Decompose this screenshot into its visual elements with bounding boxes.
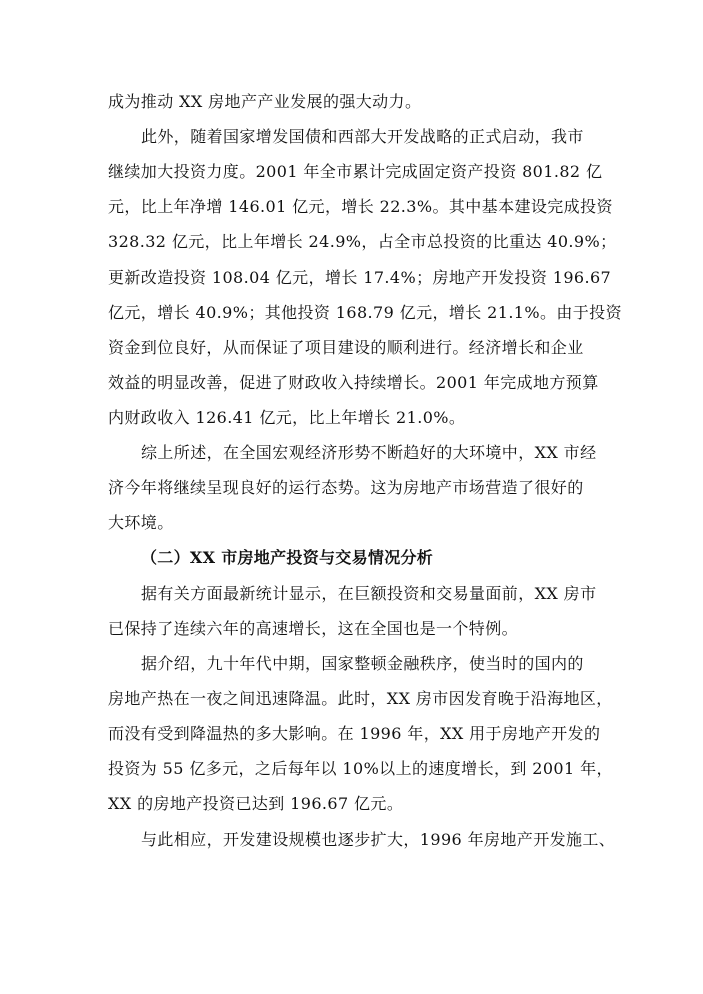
paragraph-4-line-1: 据有关方面最新统计显示，在巨额投资和交易量面前，XX 房市 <box>141 584 597 603</box>
section-heading: （二）XX 市房地产投资与交易情况分析 <box>141 548 434 567</box>
paragraph-4-line-2: 已保持了连续六年的高速增长，这在全国也是一个特例。 <box>108 619 519 638</box>
paragraph-2-line-3: 元，比上年净增 146.01 亿元，增长 22.3%。其中基本建设完成投资 <box>108 197 613 216</box>
paragraph-2-line-5: 更新改造投资 108.04 亿元，增长 17.4%；房地产开发投资 196.67 <box>108 268 612 287</box>
paragraph-3-line-2: 济今年将继续呈现良好的运行态势。这为房地产市场营造了很好的 <box>108 478 584 497</box>
paragraph-5-line-4: 投资为 55 亿多元，之后每年以 10%以上的速度增长，到 2001 年， <box>108 759 613 778</box>
paragraph-6-line-1: 与此相应，开发建设规模也逐步扩大，1996 年房地产开发施工、 <box>141 830 616 849</box>
paragraph-5-line-3: 而没有受到降温热的多大影响。在 1996 年，XX 用于房地产开发的 <box>108 724 601 743</box>
paragraph-2-line-4: 328.32 亿元，比上年增长 24.9%，占全市总投资的比重达 40.9%； <box>108 232 617 251</box>
paragraph-2-line-6: 亿元，增长 40.9%；其他投资 168.79 亿元，增长 21.1%。由于投资 <box>108 303 622 322</box>
paragraph-2-line-1: 此外，随着国家增发国债和西部大开发战略的正式启动，我市 <box>141 127 584 146</box>
paragraph-5-line-5: XX 的房地产投资已达到 196.67 亿元。 <box>108 794 404 813</box>
paragraph-3-line-1: 综上所述，在全国宏观经济形势不断趋好的大环境中，XX 市经 <box>141 443 597 462</box>
paragraph-2-line-8: 效益的明显改善，促进了财政收入持续增长。2001 年完成地方预算 <box>108 373 599 392</box>
paragraph-3-line-3: 大环境。 <box>108 513 174 532</box>
paragraph-5-line-1: 据介绍，九十年代中期，国家整顿金融秩序，使当时的国内的 <box>141 654 584 673</box>
paragraph-5-line-2: 房地产热在一夜之间迅速降温。此时，XX 房市因发育晚于沿海地区， <box>108 689 613 708</box>
paragraph-2-line-9: 内财政收入 126.41 亿元，比上年增长 21.0%。 <box>108 408 466 427</box>
paragraph-2-line-7: 资金到位良好，从而保证了项目建设的顺利进行。经济增长和企业 <box>108 338 584 357</box>
paragraph-2-line-2: 继续加大投资力度。2001 年全市累计完成固定资产投资 801.82 亿 <box>108 162 603 181</box>
paragraph-1-line-1: 成为推动 XX 房地产产业发展的强大动力。 <box>108 92 422 111</box>
